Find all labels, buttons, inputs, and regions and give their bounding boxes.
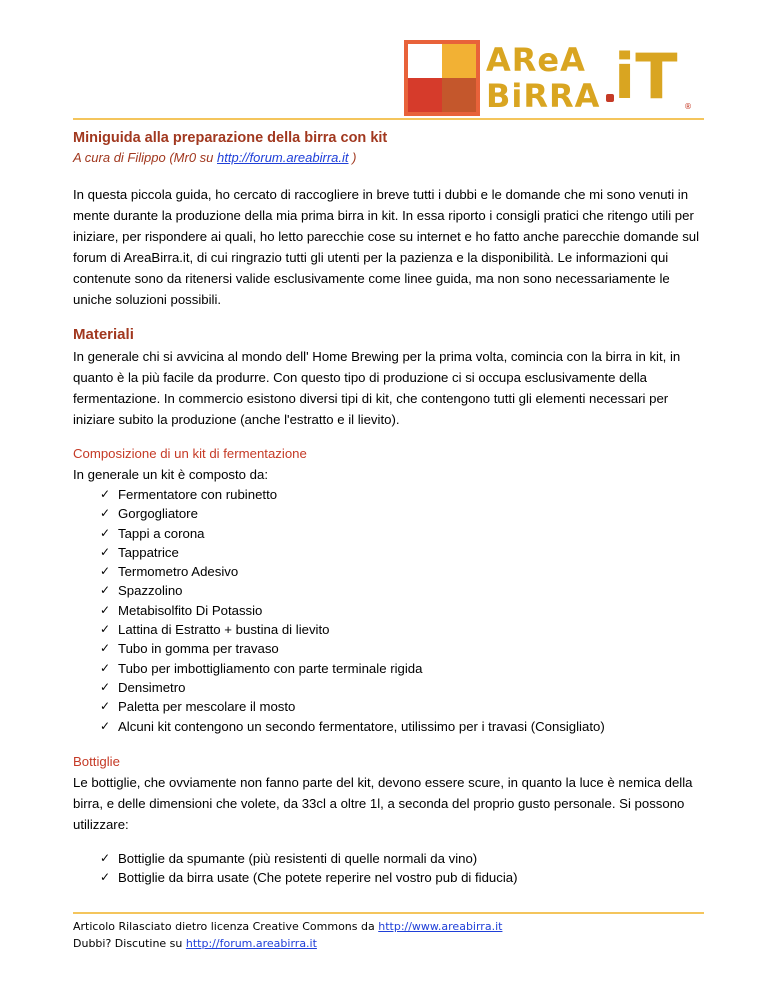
logo-text-birra: BiRRA bbox=[486, 77, 601, 115]
list-item-label: Tappatrice bbox=[118, 544, 179, 560]
list-item-label: Termometro Adesivo bbox=[118, 564, 239, 580]
checkmark-icon: ✓ bbox=[100, 679, 111, 694]
areabirra-logo bbox=[404, 40, 704, 116]
bottiglie-items-list bbox=[73, 849, 705, 888]
section-heading-kit: Composizione di un kit di fermentazione bbox=[73, 446, 307, 461]
bottiglie-paragraph: Le bottiglie, che ovviamente non fanno parte del kit, devono essere scure, in quanto la luce è nemica della birra, e delle dimensioni che volete, da 33cl a oltre 1l, a seconda del proprio gusto personale. Si possono utilizzare: bbox=[73, 774, 693, 832]
list-item-label: Alcuni kit contengono un secondo fermentatore, utilissimo per i travasi (Consigliato) bbox=[118, 718, 605, 734]
section-heading-materiali: Materiali bbox=[73, 326, 134, 343]
document-subtitle bbox=[73, 148, 705, 168]
list-item bbox=[100, 581, 705, 600]
checkmark-icon: ✓ bbox=[100, 506, 111, 521]
footer-rule bbox=[73, 912, 704, 914]
spacer bbox=[73, 835, 705, 849]
list-item-label: Densimetro bbox=[118, 679, 186, 695]
footer-discuss-text: Dubbi? Discutine su bbox=[73, 937, 186, 950]
list-item bbox=[100, 849, 705, 868]
checkmark-icon: ✓ bbox=[100, 525, 111, 540]
intro-paragraph: In questa piccola guida, ho cercato di raccogliere in breve tutti i dubbi e le domande che mi sono venuti in mente durante la produzione della mia prima birra in kit. In essa riporto i consigli pratici che ritengo utili per iniziare, per rispondere ai quali, ho letto parecchie cose su internet e ho fatto anche parecchie domande sul forum di AreaBirra.it, di cui ringrazio tutti gli utenti per la pazienza e la disponibilità. Le informazioni qui contenute sono da ritenersi valide esclusivamente come linee guida, ma non sono necessariamente le uniche soluzioni possibili. bbox=[73, 187, 700, 307]
checkmark-icon: ✓ bbox=[100, 660, 111, 675]
logo-square-red bbox=[408, 78, 442, 112]
header-rule bbox=[73, 118, 704, 120]
checkmark-icon: ✓ bbox=[100, 699, 111, 714]
checkmark-icon: ✓ bbox=[100, 870, 111, 885]
page-footer bbox=[73, 918, 502, 952]
logo-square-yellow bbox=[442, 44, 476, 78]
checkmark-icon: ✓ bbox=[100, 850, 111, 865]
list-item-label: Tappi a corona bbox=[118, 525, 205, 541]
forum-link[interactable]: http://forum.areabirra.it bbox=[217, 150, 349, 165]
logo-dot bbox=[606, 94, 614, 102]
logo-text-area: AReA bbox=[486, 41, 586, 79]
list-item-label: Bottiglie da spumante (più resistenti di quelle normali da vino) bbox=[118, 850, 478, 866]
list-item bbox=[100, 562, 705, 581]
list-item bbox=[100, 504, 705, 523]
logo-text-it: iT bbox=[614, 40, 678, 113]
checkmark-icon: ✓ bbox=[100, 583, 111, 598]
list-item-label: Tubo in gomma per travaso bbox=[118, 641, 279, 657]
kit-items-list bbox=[73, 485, 705, 736]
list-item bbox=[100, 868, 705, 887]
kit-intro: In generale un kit è composto da: bbox=[73, 467, 269, 482]
list-item bbox=[100, 639, 705, 658]
materiali-paragraph: In generale chi si avvicina al mondo dell' Home Brewing per la prima volta, comincia con la birra in kit, in quanto è la più facile da produrre. Con questo tipo di produzione ci si occupa esclusivamente della fermentazione. In commercio esistono diversi tipi di kit, che contengono tutti gli elementi necessari per iniziare subito la produzione (anche l'estratto e il lievito). bbox=[73, 349, 681, 427]
footer-license-text: Articolo Rilasciato dietro licenza Creative Commons da bbox=[73, 920, 379, 933]
list-item-label: Fermentatore con rubinetto bbox=[118, 487, 278, 502]
list-item bbox=[100, 524, 705, 543]
list-item bbox=[100, 678, 705, 697]
list-item bbox=[100, 717, 705, 736]
checkmark-icon: ✓ bbox=[100, 718, 111, 733]
checkmark-icon: ✓ bbox=[100, 544, 111, 559]
list-item bbox=[100, 543, 705, 562]
document-title: Miniguida alla preparazione della birra con kit bbox=[73, 130, 388, 146]
list-item-label: Spazzolino bbox=[118, 583, 183, 599]
list-item-label: Gorgogliatore bbox=[118, 506, 198, 522]
list-item-label: Paletta per mescolare il mosto bbox=[118, 699, 296, 715]
document-body bbox=[73, 128, 705, 887]
section-heading-bottiglie: Bottiglie bbox=[73, 753, 120, 769]
list-item bbox=[100, 697, 705, 716]
checkmark-icon: ✓ bbox=[100, 622, 111, 637]
checkmark-icon: ✓ bbox=[100, 602, 111, 617]
website-link[interactable]: http://www.areabirra.it bbox=[378, 920, 503, 933]
list-item-label: Metabisolfito Di Potassio bbox=[118, 602, 263, 618]
footer-line-license bbox=[73, 918, 502, 935]
list-item bbox=[100, 601, 705, 620]
checkmark-icon: ✓ bbox=[100, 487, 111, 501]
list-item bbox=[100, 659, 705, 678]
list-item bbox=[100, 620, 705, 639]
checkmark-icon: ✓ bbox=[100, 564, 111, 579]
subtitle-prefix: A cura di Filippo (Mr0 su bbox=[73, 150, 218, 165]
logo-square-brown bbox=[442, 78, 476, 112]
list-item-label: Lattina di Estratto + bustina di lievito bbox=[118, 622, 330, 638]
list-item-label: Tubo per imbottigliamento con parte terminale rigida bbox=[118, 660, 423, 676]
logo-square-white bbox=[408, 44, 442, 78]
checkmark-icon: ✓ bbox=[100, 641, 111, 656]
footer-forum-link[interactable]: http://forum.areabirra.it bbox=[185, 937, 317, 950]
footer-line-discuss bbox=[73, 935, 502, 952]
registered-mark: ® bbox=[684, 102, 692, 111]
subtitle-suffix: ) bbox=[348, 150, 357, 165]
list-item bbox=[100, 485, 705, 504]
list-item-label: Bottiglie da birra usate (Che potete reperire nel vostro pub di fiducia) bbox=[118, 870, 518, 886]
